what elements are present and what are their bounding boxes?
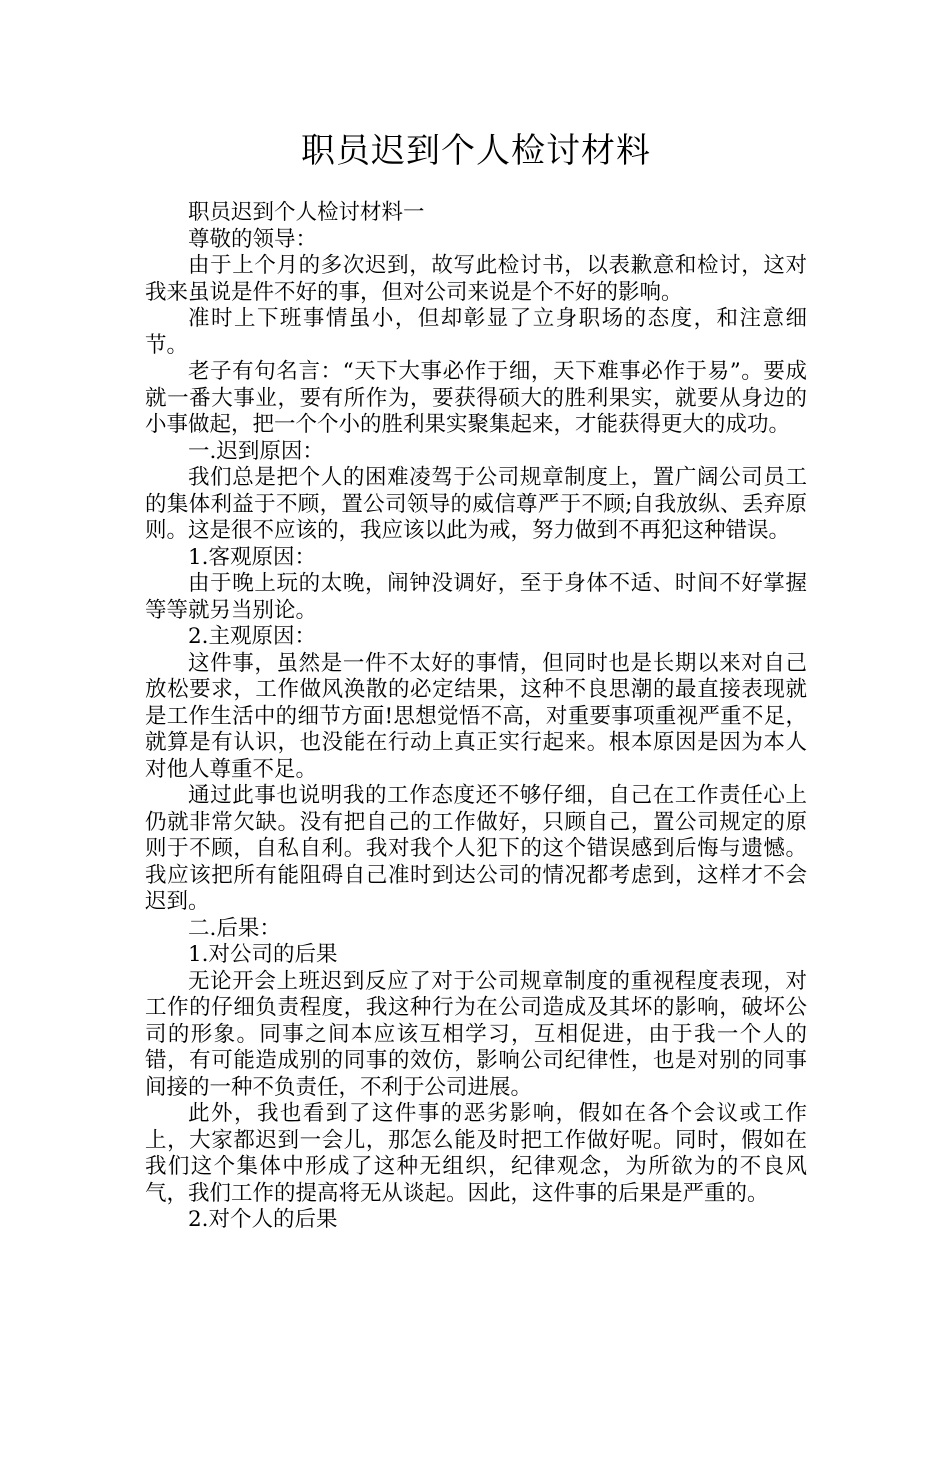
body-paragraph: 由于晚上玩的太晚，闹钟没调好，至于身体不适、时间不好掌握等等就另当别论。 — [145, 571, 807, 623]
document-page — [0, 128, 950, 1472]
subsection-heading: 2.对个人的后果 — [188, 1207, 338, 1232]
body-paragraph: 老子有句名言：“天下大事必作于细，天下难事必作于易”。要成就一番大事业，要有所作为，要获得硕大的胜利果实，就要从身边的小事做起，把一个个小的胜利果实聚集起来，才能获得更大的成功。 — [145, 359, 807, 437]
salutation: 尊敬的领导： — [188, 226, 318, 252]
subsection-heading: 1.客观原因： — [188, 544, 317, 570]
section-heading: 一.迟到原因： — [188, 438, 324, 464]
document-title: 职员迟到个人检讨材料 — [301, 131, 651, 171]
body-paragraph: 无论开会上班迟到反应了对于公司规章制度的重视程度表现，对工作的仔细负责程度，我这种行为在公司造成及其坏的影响，破坏公司的形象。同事之间本应该互相学习，互相促进，由于我一个人的错，有可能造成别的同事的效仿，影响公司纪律性，也是对别的同事间接的一种不负责任，不利于公司进展。 — [145, 968, 807, 1100]
body-paragraph: 这件事，虽然是一件不太好的事情，但同时也是长期以来对自己放松要求，工作做风涣散的必定结果，这种不良思潮的最直接表现就是工作生活中的细节方面!思想觉悟不高，对重要事项重视严重不足，就算是有认识，也没能在行动上真正实行起来。根本原因是因为本人对他人尊重不足。 — [145, 650, 807, 782]
subsection-heading: 1.对公司的后果 — [188, 942, 338, 967]
body-paragraph: 我们总是把个人的困难凌驾于公司规章制度上，置广阔公司员工的集体利益于不顾，置公司领导的威信尊严于不顾;自我放纵、丢弃原则。这是很不应该的，我应该以此为戒，努力做到不再犯这种错误。 — [145, 465, 807, 543]
subsection-heading: 2.主观原因： — [188, 624, 317, 649]
body-paragraph: 准时上下班事情虽小，但却彰显了立身职场的态度，和注意细节。 — [145, 306, 807, 358]
body-paragraph: 由于上个月的多次迟到，故写此检讨书，以表歉意和检讨，这对我来虽说是件不好的事，但对公司来说是个不好的影响。 — [145, 253, 807, 305]
body-paragraph: 通过此事也说明我的工作态度还不够仔细，自己在工作责任心上仍就非常欠缺。没有把自己的工作做好，只顾自己，置公司规定的原则于不顾，自私自利。我对我个人犯下的这个错误感到后悔与遗憾。我应该把所有能阻碍自己准时到达公司的情况都考虑到，这样才不会迟到。 — [145, 783, 807, 914]
section-heading: 二.后果： — [188, 915, 281, 941]
section-heading: 职员迟到个人检讨材料一 — [188, 200, 425, 225]
document-body — [145, 200, 807, 1234]
body-paragraph: 此外，我也看到了这件事的恶劣影响，假如在各个会议或工作上，大家都迟到一会儿，那怎么能及时把工作做好呢。同时，假如在我们这个集体中形成了这种无组织，纪律观念，为所欲为的不良风气，我们工作的提高将无从谈起。因此，这件事的后果是严重的。 — [145, 1101, 807, 1206]
